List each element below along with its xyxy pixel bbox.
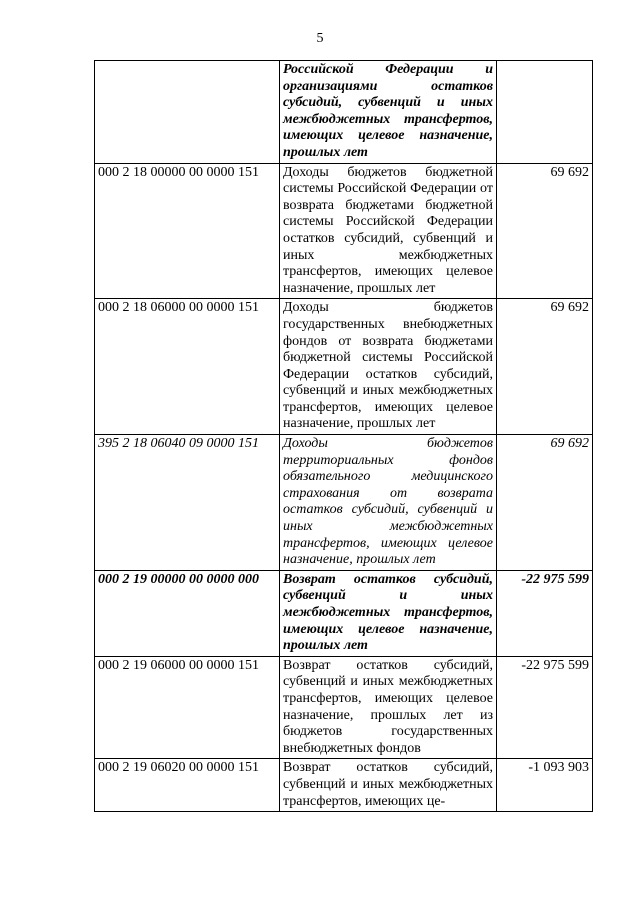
amount-cell <box>497 61 593 164</box>
table-row <box>95 656 593 759</box>
income-name-cell: Доходы бюджетов государственных внебюджетных фондов от возврата бюджетами бюджетной системы Российской Федерации остатков субсидий, субвенций и иных межбюджетных трансфертов, имеющих целевое назначение, прошлых лет <box>280 299 497 435</box>
amount-cell: 69 692 <box>497 163 593 299</box>
income-name-cell: Возврат остатков субсидий, субвенций и иных межбюджетных трансфертов, имеющих целевое назначение, прошлых лет <box>280 570 497 656</box>
income-name-cell: Возврат остатков субсидий, субвенций и иных межбюджетных трансфертов, имеющих це- <box>280 759 497 812</box>
table-row <box>95 435 593 571</box>
table-row <box>95 163 593 299</box>
table-row <box>95 61 593 164</box>
budget-table <box>94 60 593 812</box>
budget-code-cell: 395 2 18 06040 09 0000 151 <box>95 435 280 571</box>
budget-code-cell: 000 2 19 00000 00 0000 000 <box>95 570 280 656</box>
budget-code-cell: 000 2 19 06000 00 0000 151 <box>95 656 280 759</box>
amount-cell: 69 692 <box>497 435 593 571</box>
table-row <box>95 759 593 812</box>
page-number: 5 <box>316 31 324 46</box>
budget-code-cell: 000 2 19 06020 00 0000 151 <box>95 759 280 812</box>
income-name-cell: Доходы бюджетов территориальных фондов обязательного медицинского страхования от возврата остатков субсидий, субвенций и иных межбюджетных трансфертов, имеющих целевое назначение, прошлых лет <box>280 435 497 571</box>
table-row <box>95 570 593 656</box>
amount-cell: -22 975 599 <box>497 570 593 656</box>
budget-code-cell: 000 2 18 00000 00 0000 151 <box>95 163 280 299</box>
income-name-cell: Возврат остатков субсидий, субвенций и иных межбюджетных трансфертов, имеющих целевое назначение, прошлых лет из бюджетов государственных внебюджетных фондов <box>280 656 497 759</box>
income-name-cell: Российской Федерации и организациями остатков субсидий, субвенций и иных межбюджетных трансфертов, имеющих целевое назначение, прошлых лет <box>280 61 497 164</box>
budget-code-cell: 000 2 18 06000 00 0000 151 <box>95 299 280 435</box>
amount-cell: 69 692 <box>497 299 593 435</box>
amount-cell: -1 093 903 <box>497 759 593 812</box>
amount-cell: -22 975 599 <box>497 656 593 759</box>
table-row <box>95 299 593 435</box>
income-name-cell: Доходы бюджетов бюджетной системы Российской Федерации от возврата бюджетами бюджетной системы Российской Федерации остатков субсидий, субвенций и иных межбюджетных трансфертов, имеющих целевое назначение, прошлых лет <box>280 163 497 299</box>
budget-code-cell <box>95 61 280 164</box>
